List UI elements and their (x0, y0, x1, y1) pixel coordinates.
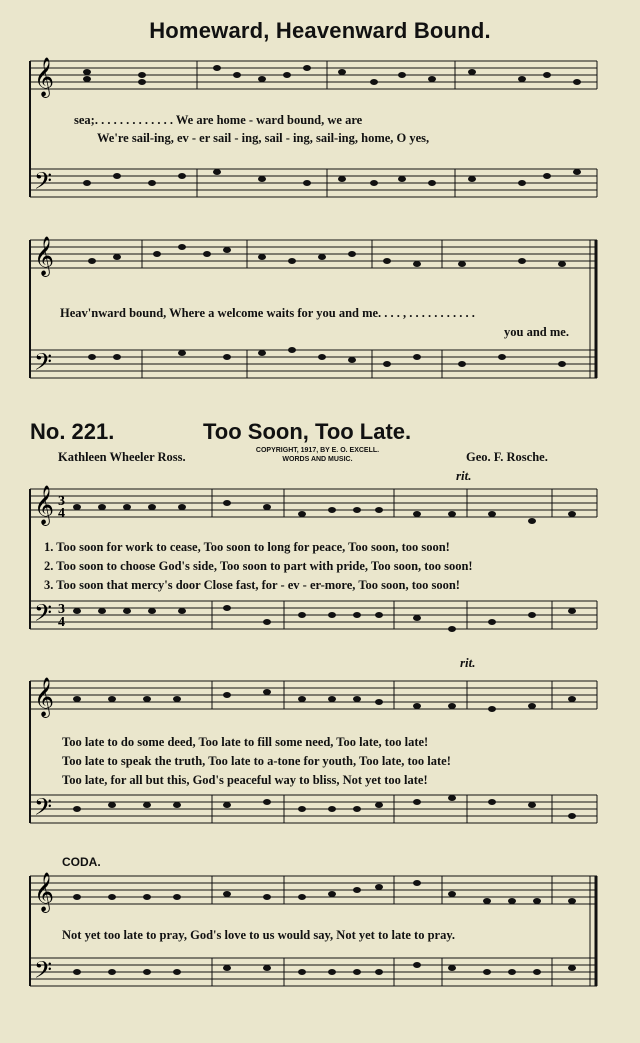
ritardando-mark-2: rit. (460, 655, 476, 670)
system-2 (22, 232, 602, 402)
refrain-3: Too late, for all but this, God's peaceful way to bliss, Not yet too late! (62, 773, 428, 787)
lyric-line-top-1a: sea;. . . . . . . . . . . . . We are home - ward bound, we are (74, 113, 363, 127)
refrain-1: Too late to do some deed, Too late to fill some need, Too late, too late! (62, 735, 429, 749)
time-signature-top: 3 (58, 494, 65, 509)
treble-clef-icon: 𝄞 (34, 679, 55, 716)
bass-clef-icon: 𝄢 (34, 169, 53, 200)
verse-1: 1. Too soon for work to cease, Too soon to long for peace, Too soon, too soon! (44, 540, 450, 554)
coda-lyric: Not yet too late to pray, God's love to us would say, Not yet to late to pray. (62, 928, 456, 942)
bass-clef-icon: 𝄢 (34, 350, 53, 381)
system-1 (22, 55, 602, 215)
bass-clef-icon: 𝄢 (34, 958, 53, 989)
lyric-line-top-2: Heav'nward bound, Where a welcome waits for you and me. . . . , . . . . . . . . . . . (60, 306, 475, 320)
copyright-notice (225, 446, 410, 464)
ritardando-mark: rit. (456, 468, 472, 483)
verse-2: 2. Too soon to choose God's side, Too soon to part with pride, Too soon, too soon! (44, 559, 473, 573)
lyric-line-top-1b: We're sail-ing, ev - er sail - ing, sail - ing, sail-ing, home, O yes, (97, 131, 430, 145)
system-3 (22, 483, 602, 653)
treble-clef-icon: 𝄞 (34, 487, 55, 524)
system-4 (22, 675, 602, 845)
treble-clef-icon: 𝄞 (34, 874, 55, 911)
hymn-author: Kathleen Wheeler Ross. (58, 450, 186, 464)
treble-clef-icon: 𝄞 (34, 238, 55, 275)
time-signature-bottom: 4 (58, 506, 65, 521)
hymn-composer: Geo. F. Rosche. (466, 450, 548, 464)
system-5 (22, 870, 602, 1040)
staff-system-5 (22, 870, 602, 1040)
copyright-line-1: COPYRIGHT, 1917, BY E. O. EXCELL. (255, 447, 380, 454)
hymn-number: No. 221. (30, 419, 115, 444)
time-signature-top: 3 (58, 602, 65, 617)
refrain-2: Too late to speak the truth, Too late to a-tone for youth, Too late, too late! (62, 754, 451, 768)
hymn-title-top: Homeward, Heavenward Bound. (149, 18, 491, 43)
bass-clef-icon: 𝄢 (34, 601, 53, 632)
bass-clef-icon: 𝄢 (34, 795, 53, 826)
coda-label: CODA. (62, 855, 101, 869)
time-signature-bottom: 4 (58, 615, 65, 630)
copyright-line-2: WORDS AND MUSIC. (282, 456, 353, 463)
hymn-title: Too Soon, Too Late. (203, 419, 412, 444)
lyric-line-top-2-end: you and me. (504, 325, 569, 339)
verse-3: 3. Too soon that mercy's door Close fast, for - ev - er-more, Too soon, too soon! (44, 578, 460, 592)
treble-clef-icon: 𝄞 (34, 59, 55, 96)
